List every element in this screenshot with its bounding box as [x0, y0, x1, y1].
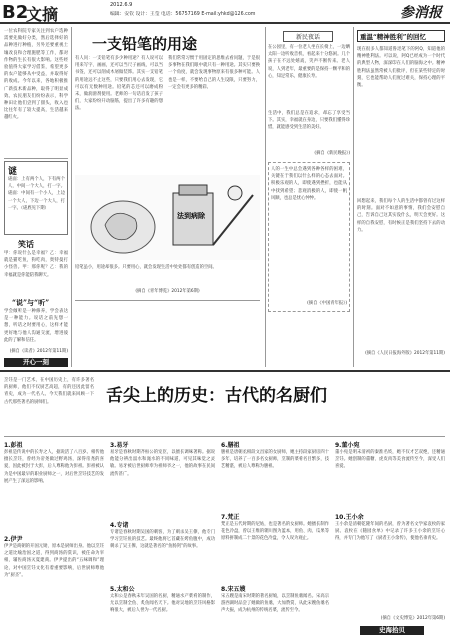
bottom-title: 舌尖上的历史：古代的名厨们 — [106, 386, 327, 406]
col-e-p1: 在公园里，有一位老人坐在长椅上，一边晒太阳一边听收音机，看起来十分悠闲。几个孩子在不远处嬉戏，笑声不断传来。老人说，人到老年，最重要的是保持一颗平和的心，知足常乐，健康长寿。 — [268, 45, 350, 79]
bottom-footer: (摘自《文史博览》2012年第6期) — [380, 616, 445, 621]
col-a-intro: 一位农科院专家关注到农户选种需要先做好分类，然后选择好的品种进行种植，另外还要重视土壤改良和合理施肥等工作，都对作物的生长有很大影响。这些经验值得大家学习借鉴，希望更多的农户能够从中受益，并取得好的收成。今年以来，各地积极推广新技术新品种，取得了明显成效。农民朋友们纷纷表示，科学种田让他们尝到了甜头，收入也比往年有了较大提高，生活越来越红火。 — [4, 29, 68, 121]
quote-title: “说”与“听” — [12, 298, 50, 307]
section-text: 易牙是春秋时期齐桓公的宠臣，以擅长调味著称。据说他能分辨出淄水和渑水的不同味道，可见其味觉之灵敏。易牙被后世厨师奉为祖师爷之一，他的故事在民间流传甚广。 — [110, 450, 215, 477]
puzzle-text: 谜面：上有两个人，下有两个人，中间一个大人，打一字。谜面：中间有一个小人，上边一个大人，下边一个大人，打一字。（谜底见下期） — [8, 177, 65, 211]
feature-footer: (摘自《青年博览》2012年第6期) — [135, 289, 200, 294]
feature-p2: 我们常常习惯于用固定的思维去看问题，于是很多事物在我们眼中就只有一种用途。其实只要换一个角度，就会发现事物原来有很多种可能。人也是一样，不要给自己的人生设限，只要努力，一定会有更多的精彩。 — [168, 56, 260, 90]
section-heading: 4.专诸 — [110, 522, 129, 529]
column-divider — [71, 27, 72, 367]
illustration-caption-title: 法到病除 — [177, 211, 205, 220]
section-text: 膳祖是唐朝丞相段文昌家的女厨师，她主持段家厨房四十多年，培养了一百多名女厨师，烹制的菜肴名目繁多，技艺精湛，被后人尊称为膳祖。 — [221, 450, 329, 470]
page-header — [0, 0, 450, 24]
section-text: 专诸是春秋时期吴国的刺客，为了刺杀吴王僚，他专门学习烹饪鱼的技艺。最终他将匕首藏在烤鱼腹中，成功刺杀了吴王僚，这就是著名的“鱼肠剑”的故事。 — [110, 530, 215, 550]
divider — [4, 436, 445, 437]
feature-title: 一支铅笔的用途 — [92, 35, 198, 53]
col-f-p2: 回想起来，我们每个人的生活中都曾有过这样的时刻。面对不如意的事情，我们会安慰自己，告诉自己这其实没什么，明天会更好。这样的自我安慰，有时候正是我们坚持下去的动力。 — [357, 199, 445, 233]
section-text: 王小余是清朝乾隆年间的名厨，曾为著名文学家袁枚的家厨。袁枚在《随园食单》中记录了许多王小余的烹饪心得，并专门为他写了《厨者王小余传》，使他名垂青史。 — [335, 522, 445, 542]
bottom-intro: 烹饪是一门艺术，在中国历史上，有许多著名的厨师，他们不仅厨艺高超，有的还因此留名青史，成为一代名人。今天我们就来回顾一下古代那些著名的厨师们。 — [4, 378, 94, 405]
col-a-footer: (摘自《读者》2012年第11期) — [9, 349, 68, 354]
col-a-bottom-bar: 开心一刻 — [4, 358, 68, 367]
col-e-p3: 人的一生中总会遇到各种各样的困难，关键在于我们以什么样的心态去面对。积极乐观的人，即使遇到挫折，也能从中找到希望；悲观消极的人，即使一帆风顺，也总是忧心忡忡。 — [271, 167, 347, 201]
issue-date: 2012.6.9 — [110, 2, 133, 8]
section-heading: 5.太和公 — [110, 586, 135, 593]
divider — [0, 370, 450, 372]
page-number: B2 — [2, 2, 29, 23]
col-e-footer2: (摘自《中国青年报》) — [307, 301, 347, 306]
joke-title: 笑话 — [18, 239, 34, 249]
section-text: 伊尹是商朝的开国元勋，原本是厨师出身。他以烹饪之道比喻治国之道，得到商汤的赏识，被任命为宰相，辅佐商汤灭夏建商。伊尹提出的“五味调和”理论，对中国烹饪文化有着重要影响，后世厨师尊他为“厨圣”。 — [4, 544, 104, 578]
col-e-title: 新民夜话 — [283, 31, 333, 42]
section-heading: 9.董小宛 — [335, 442, 360, 449]
feature-p1: 有人问：一支铅笔有多少种用途？有人说可以用来写字、画画，还可以当尺子画线，可以当书签，还可以削成木屑做装饰。其实一支铅笔的用途远不止这些，只要我们用心去发现，它可以有无数种用途。铅笔的芯还可以磨成粉末，做润滑剂使用。老师的一句话启发了孩子们，大家纷纷开动脑筋，提出了许多有趣的想法。 — [75, 56, 163, 112]
section-text: 梵正是五代时期的尼姑，也是著名的女厨师。她擅长制作花色冷盘，曾以王维的辋川图为蓝本，用鱼、肉、瓜果等原料拼制成二十景的花色冷盘，令人叹为观止。 — [221, 522, 329, 542]
col-e-footer1: (摘自《新民晚报》) — [314, 151, 350, 156]
section-heading: 10.王小余 — [335, 514, 364, 521]
column-divider — [265, 27, 266, 367]
section-title: 文摘 — [26, 5, 59, 24]
section-text: 董小宛是明末清初的秦淮名妓，她不仅才艺双绝，还精通烹饪。她创制的董糖、虎皮肉等美食流传至今，深受人们喜爱。 — [335, 450, 445, 470]
divider — [4, 158, 68, 159]
section-heading: 2.伊尹 — [4, 536, 23, 543]
column-divider — [353, 27, 354, 367]
section-text: 宋五嫂是南宋时期的著名厨娘，以烹制鱼羹闻名。宋高宗游西湖时品尝了她做的鱼羹，大加赞赏，从此宋嫂鱼羹名声大振，成为杭州的传统名菜，流传至今。 — [221, 594, 329, 614]
col-f-footer: (摘自《人民日报海外版》2012年第11期) — [365, 351, 445, 356]
bottom-bar: 史海拾贝 — [360, 626, 424, 635]
illustration — [75, 175, 260, 260]
section-text: 彭祖是传说中的长寿之人，据说活了八百岁。相传他擅长烹饪，曾经为帝尧做过野鸡汤，深得帝尧的喜爱，因此被封于大彭，后人尊称他为彭祖。彭祖被认为是中国最早的职业厨师之一，对后世烹饪技艺的发展产生了深远的影响。 — [4, 450, 104, 484]
newspaper-logo: 参消报 — [400, 5, 442, 21]
section-heading: 8.宋五嫂 — [221, 586, 246, 593]
joke-text: 甲：你说什么是幸福？乙：幸福就是猫吃鱼，狗吃肉，奥特曼打小怪兽。甲：那你呢？乙：我的幸福就是你能陪我聊天。 — [4, 251, 68, 278]
divider — [75, 300, 260, 301]
col-f-p1: 现在很多人都知道鲁迅笔下的阿Q，知道他的精神胜利法。可以说，阿Q已经成为一个时代的典型人物，深深印在人们的脑海之中。精神胜利法虽然常被人们批评，但在某些特定的时刻，它也能帮助人们度过难关，保持心理的平衡。 — [357, 47, 445, 89]
section-text: 太和公是春秋末年吴国的名厨，精通水产菜肴的制作，尤以烹制全鱼、炙鱼闻名天下。他对吴地的烹饪风格影响很大，被后人誉为一代名厨。 — [110, 594, 215, 614]
section-heading: 7.梵正 — [221, 514, 240, 521]
quote-text: 学会倾听是一种修养，学会表达是一种能力。说话之前先想一想，听话之时要用心，这样才能更好地与他人沟通交流，增进彼此的了解和信任。 — [4, 309, 68, 343]
section-heading: 1.彭祖 — [4, 442, 23, 449]
col-e-p2: 生活中，我们总是在追求，却忘了享受当下。其实，幸福就在身边，只要我们懂得珍惜，就能感受到生活的美好。 — [268, 111, 350, 131]
section-heading: 6.膳祖 — [221, 442, 240, 449]
editor-line: 编辑：安钦 设计：王莹 电话：56757169 E-mail:yhkd@126.com — [110, 12, 256, 17]
puzzle-title: 谜 — [8, 167, 18, 177]
col-f-title: 重温“精神胜利”的回忆 — [360, 33, 426, 41]
section-heading: 3.易牙 — [110, 442, 129, 449]
feature-caption: 铅笔虽小，用途却很多。只要用心，就会发现生活中处处都有创造的空间。 — [75, 265, 217, 270]
